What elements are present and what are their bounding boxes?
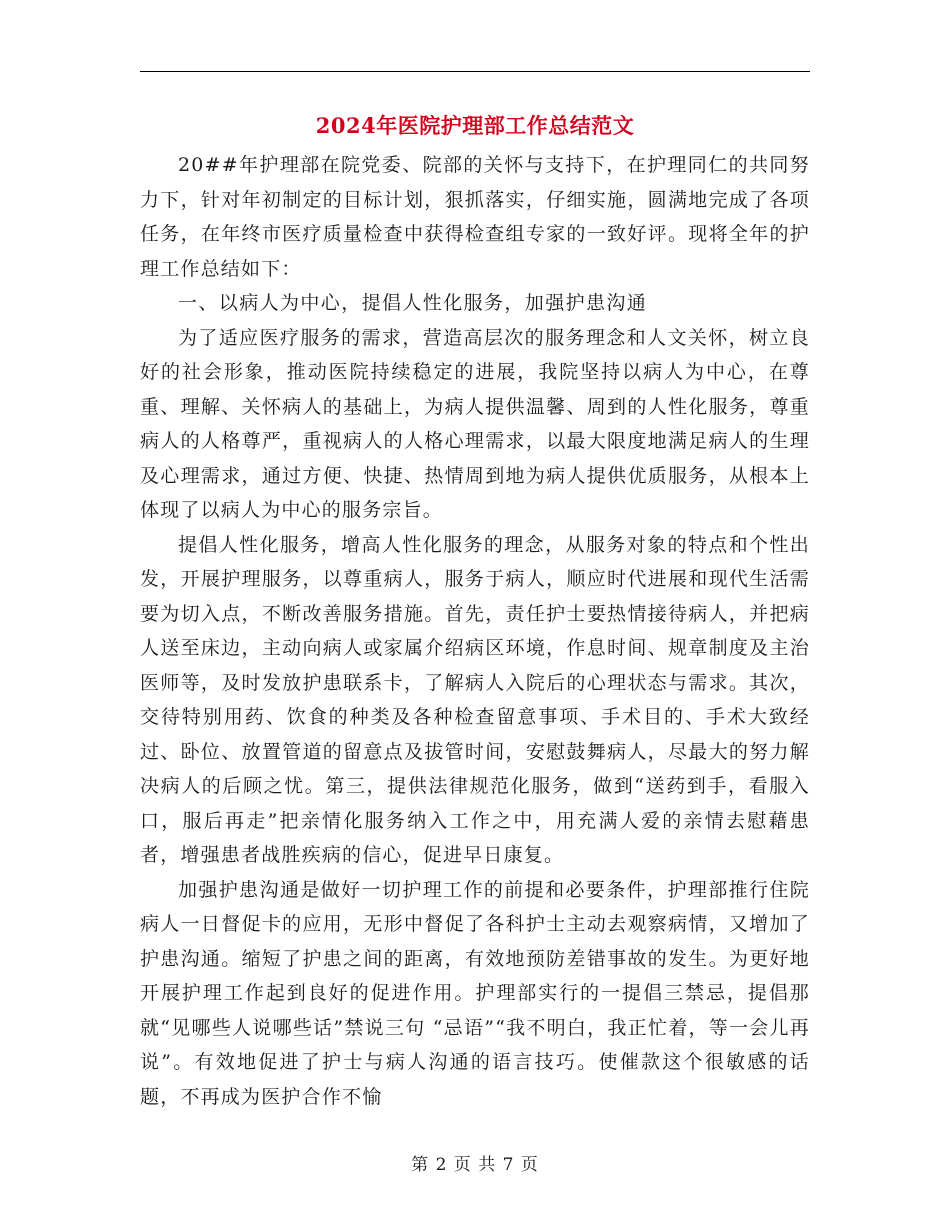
document-body	[140, 148, 810, 1114]
header-rule	[140, 71, 810, 72]
paragraph-humanized-service: 提倡人性化服务，增高人性化服务的理念，从服务对象的特点和个性出发，开展护理服务，以尊重病人，服务于病人，顺应时代进展和现代生活需要为切入点，不断改善服务措施。首先，责任护士要热情接待病人，并把病人送至床边，主动向病人或家属介绍病区环境，作息时间、规章制度及主治医师等，及时发放护患联系卡，了解病人入院后的心理状态与需求。其次，交待特别用药、饮食的种类及各种检查留意事项、手术目的、手术大致经过、卧位、放置管道的留意点及拔管时间，安慰鼓舞病人，尽最大的努力解决病人的后顾之忧。第三，提供法律规范化服务，做到“送药到手，看服入口，服后再走”把亲情化服务纳入工作之中，用充满人爱的亲情去慰藉患者，增强患者战胜疾病的信心，促进早日康复。	[140, 533, 810, 866]
paragraph-communication: 加强护患沟通是做好一切护理工作的前提和必要条件，护理部推行住院病人一日督促卡的应用，无形中督促了各科护士主动去观察病情，又增加了护患沟通。缩短了护患之间的距离，有效地预防差错事故的发生。为更好地开展护理工作起到良好的促进作用。护理部实行的一提倡三禁忌，提倡那就“见哪些人说哪些话”禁说三句 “忌语”“我不明白，我正忙着，等一会儿再说”。有效地促进了护士与病人沟通的语言技巧。使催款这个很敏感的话题，不再成为医护合作不愉	[140, 878, 810, 1108]
paragraph-service-needs: 为了适应医疗服务的需求，营造高层次的服务理念和人文关怀，树立良好的社会形象，推动医院持续稳定的进展，我院坚持以病人为中心，在尊重、理解、关怀病人的基础上，为病人提供温馨、周到的人性化服务，尊重病人的人格尊严，重视病人的人格心理需求，以最大限度地满足病人的生理及心理需求，通过方便、快捷、热情周到地为病人提供优质服务，从根本上体现了以病人为中心的服务宗旨。	[140, 326, 810, 521]
document-title: 2024年医院护理部工作总结范文	[315, 113, 635, 138]
section-heading-1: 一、以病人为中心，提倡人性化服务，加强护患沟通	[178, 292, 648, 314]
page-number-footer: 第 2 页 共 7 页	[411, 1155, 539, 1175]
paragraph-intro: 20##年护理部在院党委、院部的关怀与支持下，在护理同仁的共同努力下，针对年初制定的目标计划，狠抓落实，仔细实施，圆满地完成了各项任务，在年终市医疗质量检查中获得检查组专家的一致好评。现将全年的护理工作总结如下：	[140, 154, 810, 280]
